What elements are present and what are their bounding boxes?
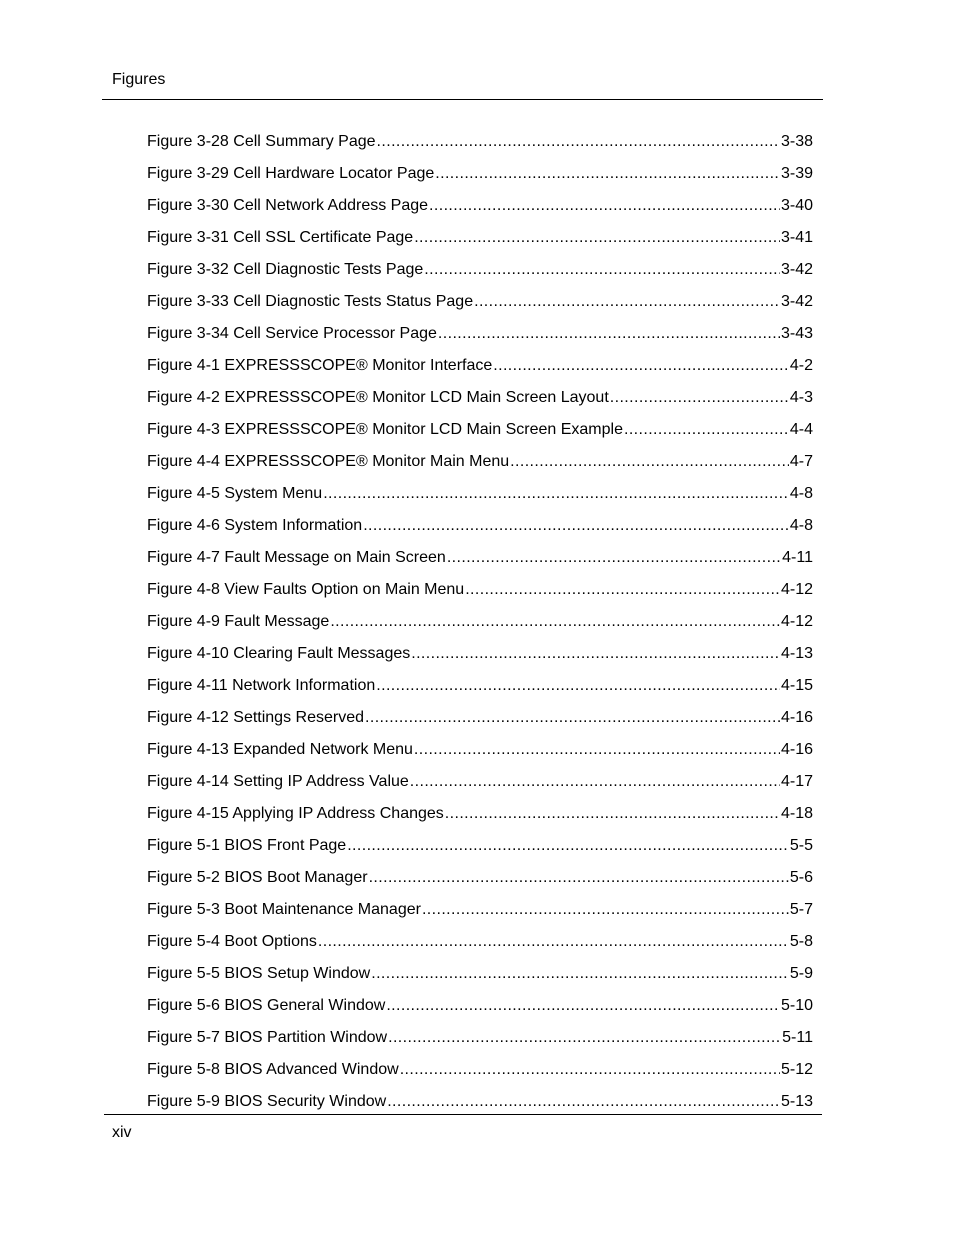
toc-entry[interactable] xyxy=(147,1060,813,1092)
toc-entry[interactable] xyxy=(147,260,813,292)
toc-dot-leader xyxy=(330,612,780,632)
toc-dot-leader xyxy=(318,932,789,952)
toc-entry[interactable] xyxy=(147,196,813,228)
toc-entry[interactable] xyxy=(147,644,813,676)
toc-entry-title: Figure 4-12 Settings Reserved xyxy=(147,709,364,726)
toc-dot-leader xyxy=(474,292,780,312)
toc-entry-page: 4-16 xyxy=(780,709,813,726)
toc-dot-leader xyxy=(610,388,789,408)
toc-entry-page: 5-5 xyxy=(789,837,813,854)
toc-entry-title: Figure 4-9 Fault Message xyxy=(147,613,330,630)
toc-entry-page: 3-43 xyxy=(780,325,813,342)
toc-entry-page: 5-11 xyxy=(782,1029,813,1046)
toc-entry-page: 4-8 xyxy=(789,517,813,534)
toc-entry-title: Figure 4-2 EXPRESSSCOPE® Monitor LCD Main Screen Layout xyxy=(147,389,609,406)
toc-dot-leader xyxy=(424,260,780,280)
toc-entry[interactable] xyxy=(147,932,813,964)
toc-entry-page: 4-12 xyxy=(780,581,813,598)
toc-entry-page: 5-7 xyxy=(789,901,813,918)
toc-entry[interactable] xyxy=(147,868,813,900)
toc-entry-title: Figure 4-15 Applying IP Address Changes xyxy=(147,805,444,822)
toc-entry[interactable] xyxy=(147,292,813,324)
toc-dot-leader xyxy=(323,484,789,504)
toc-entry[interactable] xyxy=(147,484,813,516)
toc-entry-page: 4-15 xyxy=(780,677,813,694)
toc-entry-title: Figure 3-29 Cell Hardware Locator Page xyxy=(147,165,435,182)
toc-entry[interactable] xyxy=(147,900,813,932)
toc-entry-title: Figure 4-11 Network Information xyxy=(147,677,376,694)
toc-entry[interactable] xyxy=(147,580,813,612)
toc-entry-title: Figure 3-28 Cell Summary Page xyxy=(147,133,376,150)
toc-entry-page: 5-9 xyxy=(789,965,813,982)
toc-entry-title: Figure 5-2 BIOS Boot Manager xyxy=(147,869,368,886)
toc-entry-page: 5-6 xyxy=(789,869,813,886)
toc-dot-leader xyxy=(465,580,780,600)
toc-entry-title: Figure 4-10 Clearing Fault Messages xyxy=(147,645,411,662)
toc-entry[interactable] xyxy=(147,740,813,772)
toc-dot-leader xyxy=(388,1028,781,1048)
toc-entry-title: Figure 5-9 BIOS Security Window xyxy=(147,1093,387,1110)
toc-dot-leader xyxy=(347,836,789,856)
toc-entry-page: 4-4 xyxy=(789,421,813,438)
toc-entry[interactable] xyxy=(147,804,813,836)
toc-entry-page: 3-40 xyxy=(780,197,813,214)
toc-dot-leader xyxy=(363,516,789,536)
toc-entry[interactable] xyxy=(147,964,813,996)
toc-entry-title: Figure 3-32 Cell Diagnostic Tests Page xyxy=(147,261,424,278)
toc-entry-page: 3-38 xyxy=(780,133,813,150)
list-of-figures xyxy=(147,132,813,1124)
toc-entry[interactable] xyxy=(147,548,813,580)
toc-dot-leader xyxy=(429,196,780,216)
toc-dot-leader xyxy=(365,708,780,728)
toc-entry-page: 4-17 xyxy=(780,773,813,790)
toc-entry-page: 3-42 xyxy=(780,261,813,278)
toc-entry[interactable] xyxy=(147,164,813,196)
toc-entry-title: Figure 3-34 Cell Service Processor Page xyxy=(147,325,437,342)
toc-dot-leader xyxy=(400,1060,780,1080)
toc-entry-title: Figure 4-4 EXPRESSSCOPE® Monitor Main Menu xyxy=(147,453,510,470)
toc-entry-page: 4-8 xyxy=(789,485,813,502)
toc-entry-page: 4-12 xyxy=(780,613,813,630)
toc-entry-title: Figure 4-3 EXPRESSSCOPE® Monitor LCD Main Screen Example xyxy=(147,421,623,438)
toc-entry-page: 5-10 xyxy=(780,997,813,1014)
toc-dot-leader xyxy=(376,676,780,696)
toc-entry[interactable] xyxy=(147,356,813,388)
toc-entry-page: 4-13 xyxy=(780,645,813,662)
toc-dot-leader xyxy=(377,132,780,152)
toc-entry-title: Figure 5-1 BIOS Front Page xyxy=(147,837,347,854)
toc-entry[interactable] xyxy=(147,388,813,420)
toc-entry-page: 3-39 xyxy=(780,165,813,182)
header-rule xyxy=(102,99,823,100)
toc-entry-page: 4-2 xyxy=(789,357,813,374)
toc-entry[interactable] xyxy=(147,676,813,708)
toc-entry-title: Figure 4-14 Setting IP Address Value xyxy=(147,773,409,790)
toc-dot-leader xyxy=(422,900,789,920)
toc-entry-title: Figure 3-30 Cell Network Address Page xyxy=(147,197,429,214)
toc-dot-leader xyxy=(371,964,789,984)
running-header-title: Figures xyxy=(112,71,166,88)
toc-entry-title: Figure 4-1 EXPRESSSCOPE® Monitor Interface xyxy=(147,357,493,374)
toc-entry-title: Figure 4-6 System Information xyxy=(147,517,363,534)
toc-entry[interactable] xyxy=(147,1092,813,1124)
toc-entry-title: Figure 3-33 Cell Diagnostic Tests Status Page xyxy=(147,293,474,310)
toc-dot-leader xyxy=(435,164,780,184)
toc-dot-leader xyxy=(411,644,780,664)
toc-entry-page: 5-13 xyxy=(780,1093,813,1110)
toc-entry[interactable] xyxy=(147,1028,813,1060)
toc-entry-page: 3-42 xyxy=(780,293,813,310)
footer-rule xyxy=(104,1114,822,1115)
toc-entry-page: 4-7 xyxy=(789,453,813,470)
toc-entry[interactable] xyxy=(147,324,813,356)
toc-entry[interactable] xyxy=(147,420,813,452)
toc-entry-title: Figure 5-3 Boot Maintenance Manager xyxy=(147,901,421,918)
toc-entry-title: Figure 4-5 System Menu xyxy=(147,485,323,502)
toc-entry[interactable] xyxy=(147,612,813,644)
toc-entry[interactable] xyxy=(147,132,813,164)
toc-entry[interactable] xyxy=(147,996,813,1028)
toc-entry-title: Figure 5-4 Boot Options xyxy=(147,933,317,950)
toc-dot-leader xyxy=(447,548,781,568)
toc-entry-title: Figure 4-8 View Faults Option on Main Menu xyxy=(147,581,465,598)
toc-entry[interactable] xyxy=(147,452,813,484)
toc-dot-leader xyxy=(386,996,780,1016)
toc-entry-title: Figure 3-31 Cell SSL Certificate Page xyxy=(147,229,414,246)
toc-dot-leader xyxy=(445,804,780,824)
toc-entry[interactable] xyxy=(147,708,813,740)
toc-entry-page: 3-41 xyxy=(780,229,813,246)
toc-entry-page: 4-11 xyxy=(782,549,813,566)
toc-entry-page: 4-16 xyxy=(780,741,813,758)
toc-dot-leader xyxy=(624,420,789,440)
toc-dot-leader xyxy=(387,1092,780,1112)
toc-dot-leader xyxy=(493,356,789,376)
toc-entry[interactable] xyxy=(147,228,813,260)
toc-dot-leader xyxy=(414,228,780,248)
toc-entry[interactable] xyxy=(147,772,813,804)
toc-entry-page: 5-8 xyxy=(789,933,813,950)
toc-dot-leader xyxy=(414,740,780,760)
toc-entry-page: 5-12 xyxy=(780,1061,813,1078)
toc-entry-title: Figure 5-5 BIOS Setup Window xyxy=(147,965,371,982)
toc-entry[interactable] xyxy=(147,516,813,548)
toc-entry-title: Figure 5-6 BIOS General Window xyxy=(147,997,386,1014)
toc-entry[interactable] xyxy=(147,836,813,868)
toc-dot-leader xyxy=(438,324,780,344)
page-number: xiv xyxy=(112,1124,132,1141)
toc-entry-title: Figure 5-7 BIOS Partition Window xyxy=(147,1029,388,1046)
toc-entry-page: 4-3 xyxy=(789,389,813,406)
toc-entry-title: Figure 4-7 Fault Message on Main Screen xyxy=(147,549,446,566)
toc-entry-title: Figure 4-13 Expanded Network Menu xyxy=(147,741,413,758)
toc-entry-page: 4-18 xyxy=(780,805,813,822)
toc-dot-leader xyxy=(369,868,789,888)
toc-entry-title: Figure 5-8 BIOS Advanced Window xyxy=(147,1061,399,1078)
toc-dot-leader xyxy=(510,452,789,472)
toc-dot-leader xyxy=(410,772,780,792)
